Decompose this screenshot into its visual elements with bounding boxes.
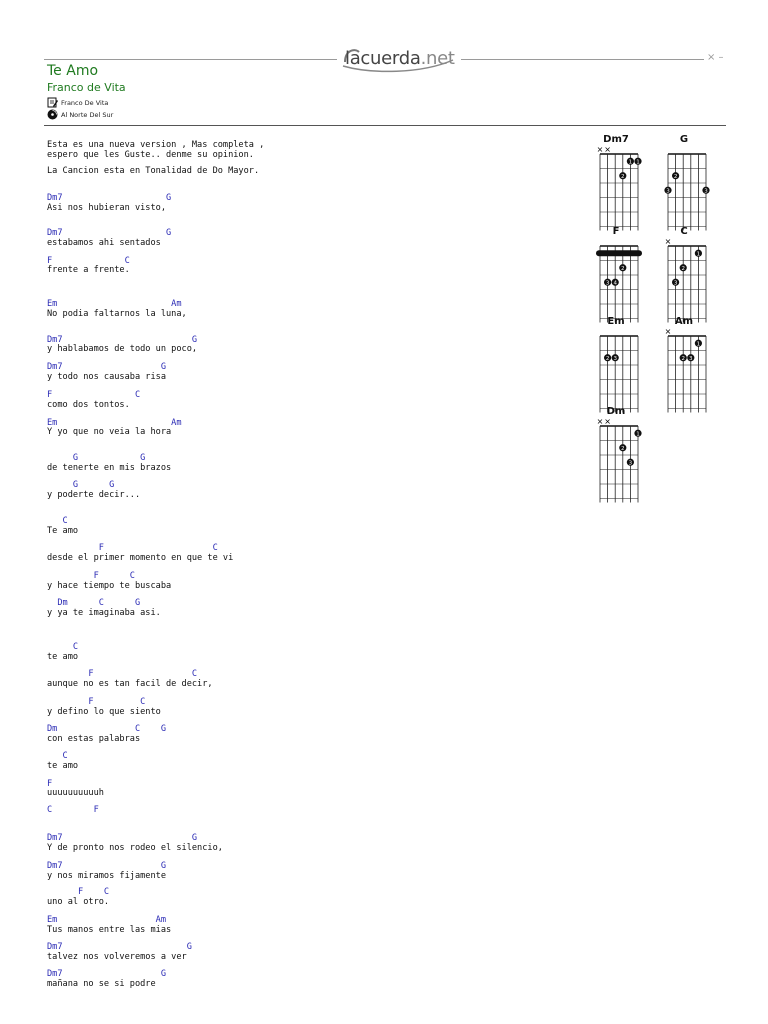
fretboard-grid — [590, 236, 642, 328]
chord-diagrams-panel — [590, 130, 730, 500]
chord-line[interactable]: Dm7 G — [47, 335, 198, 345]
header-separator — [44, 125, 726, 126]
muted-string-mark: × — [664, 327, 672, 336]
lyric-line: uno al otro. — [47, 897, 110, 907]
lyric-line: Y de pronto nos rodeo el silencio, — [47, 843, 223, 853]
lyric-line: de tenerte en mis brazos — [47, 463, 172, 473]
lyric-line: con estas palabras — [47, 734, 141, 744]
chord-line[interactable]: Em Am — [47, 418, 182, 428]
close-button[interactable]: × – — [707, 52, 724, 63]
chord-line[interactable]: F C — [47, 543, 218, 553]
muted-string-mark: × — [604, 417, 611, 426]
chord-line[interactable]: F C — [47, 390, 141, 400]
chord-line[interactable]: F C — [47, 256, 130, 266]
chord-line[interactable]: Dm7 G — [47, 833, 198, 843]
chord-line[interactable]: C — [47, 751, 68, 761]
fretboard-grid — [658, 144, 710, 236]
lyric-line: estabamos ahi sentados — [47, 238, 161, 248]
lyric-line: espero que les Guste.. denme su opinion. — [47, 150, 254, 160]
logo-text — [345, 48, 455, 69]
finger-number: 3 — [689, 355, 693, 362]
lyric-line: frente a frente. — [47, 265, 130, 275]
chord-line[interactable]: Dm7 G — [47, 228, 172, 238]
chord-line[interactable]: C — [47, 642, 79, 652]
fretboard-grid — [658, 326, 710, 418]
lyric-line: te amo — [47, 761, 79, 771]
chord-line[interactable]: Dm7 G — [47, 969, 166, 979]
chord-line[interactable]: G G — [47, 480, 115, 490]
barre — [596, 250, 642, 256]
logo-tld: .net — [420, 48, 455, 69]
chord-line[interactable]: G G — [47, 453, 146, 463]
fretboard-grid — [590, 416, 642, 508]
finger-number: 2 — [621, 265, 625, 272]
lyric-line: talvez nos volveremos a ver — [47, 952, 187, 962]
site-logo[interactable] — [341, 44, 461, 74]
chord-line[interactable]: Dm7 G — [47, 861, 166, 871]
chord-line[interactable]: C F — [47, 805, 99, 815]
finger-number: 1 — [696, 341, 701, 348]
lyric-line: y ya te imaginaba asi. — [47, 608, 161, 618]
chord-line[interactable]: Em Am — [47, 299, 182, 309]
song-title: Te Amo — [47, 63, 99, 79]
chord-diagram-name: Dm — [606, 406, 626, 417]
fretboard-grid — [590, 326, 642, 418]
lyric-line: como dos tontos. — [47, 400, 130, 410]
disc-icon — [47, 109, 58, 120]
lyric-line: Tus manos entre las mias — [47, 925, 172, 935]
lyric-line: La Cancion esta en Tonalidad de Do Mayor. — [47, 166, 260, 176]
chord-diagram-name: Dm7 — [603, 134, 629, 145]
chord-line[interactable]: F C — [47, 571, 135, 581]
header-line-right — [461, 59, 704, 60]
lyric-line: desde el primer momento en que te vi — [47, 553, 234, 563]
lyric-line: No podia faltarnos la luna, — [47, 309, 187, 319]
meta-artist-row[interactable] — [47, 97, 108, 108]
finger-number: 2 — [673, 173, 678, 180]
logo-name: lacuerda — [345, 48, 421, 69]
finger-number: 3 — [666, 188, 670, 195]
finger-number: 3 — [605, 280, 610, 287]
chord-diagram-name: G — [679, 134, 689, 145]
meta-artist-label: Franco De Vita — [61, 98, 109, 107]
chord-line[interactable]: C — [47, 516, 68, 526]
header-line-left — [44, 59, 337, 60]
fretboard-grid — [658, 236, 710, 328]
chord-line[interactable]: Dm7 G — [47, 942, 192, 952]
chord-line[interactable]: Dm7 G — [47, 362, 166, 372]
lyric-line: Te amo — [47, 526, 79, 536]
chord-diagram-name: C — [680, 226, 688, 237]
chord-line[interactable]: Dm C G — [47, 724, 166, 734]
fretboard-grid — [590, 144, 642, 236]
edit-icon — [47, 97, 58, 108]
finger-number: 2 — [605, 355, 610, 362]
finger-number: 2 — [621, 173, 625, 180]
muted-string-mark: × — [664, 237, 672, 246]
chord-line[interactable]: Dm C G — [47, 598, 141, 608]
meta-album-label: Al Norte Del Sur — [61, 110, 114, 119]
chord-line[interactable]: F C — [47, 697, 146, 707]
lyric-line: y defino lo que siento — [47, 707, 161, 717]
muted-string-mark: × — [604, 145, 611, 154]
lyric-line: Y yo que no veia la hora — [47, 427, 172, 437]
chord-line[interactable]: F — [47, 779, 53, 789]
lyric-line: uuuuuuuuuuh — [47, 788, 104, 798]
lyric-line: y todo nos causaba risa — [47, 372, 166, 382]
finger-number: 2 — [621, 445, 625, 452]
finger-number: 1 — [636, 159, 640, 166]
finger-number: 2 — [681, 265, 685, 272]
muted-string-mark: × — [596, 145, 604, 154]
lyric-line: y poderte decir... — [47, 490, 141, 500]
lyric-line: y hace tiempo te buscaba — [47, 581, 172, 591]
chord-diagram-name: Am — [674, 316, 694, 327]
lyric-line: mañana no se si podre — [47, 979, 156, 989]
chord-diagram-name: F — [612, 226, 620, 237]
finger-number: 3 — [673, 280, 678, 287]
finger-number: 1 — [628, 159, 633, 166]
finger-number: 3 — [628, 460, 633, 467]
finger-number: 3 — [613, 355, 617, 362]
lyric-line: Esta es una nueva version , Mas completa , — [47, 140, 265, 150]
finger-number: 1 — [636, 431, 640, 438]
finger-number: 3 — [704, 188, 708, 195]
chord-line[interactable]: Dm7 G — [47, 193, 172, 203]
lyric-line: y hablabamos de todo un poco, — [47, 344, 198, 354]
lyric-line: y nos miramos fijamente — [47, 871, 166, 881]
finger-number: 2 — [681, 355, 685, 362]
chord-line[interactable]: Em Am — [47, 915, 166, 925]
finger-number: 4 — [613, 280, 617, 287]
finger-number: 1 — [696, 251, 701, 258]
song-artist[interactable]: Franco de Vita — [47, 81, 126, 94]
chord-line[interactable]: F C — [47, 887, 110, 897]
chord-diagram-name: Em — [607, 316, 625, 327]
lyric-line: te amo — [47, 652, 79, 662]
meta-album-row[interactable] — [47, 109, 113, 120]
chord-line[interactable]: F C — [47, 669, 198, 679]
lyric-line: aunque no es tan facil de decir, — [47, 679, 213, 689]
muted-string-mark: × — [596, 417, 604, 426]
lyric-line: Asi nos hubieran visto, — [47, 203, 166, 213]
